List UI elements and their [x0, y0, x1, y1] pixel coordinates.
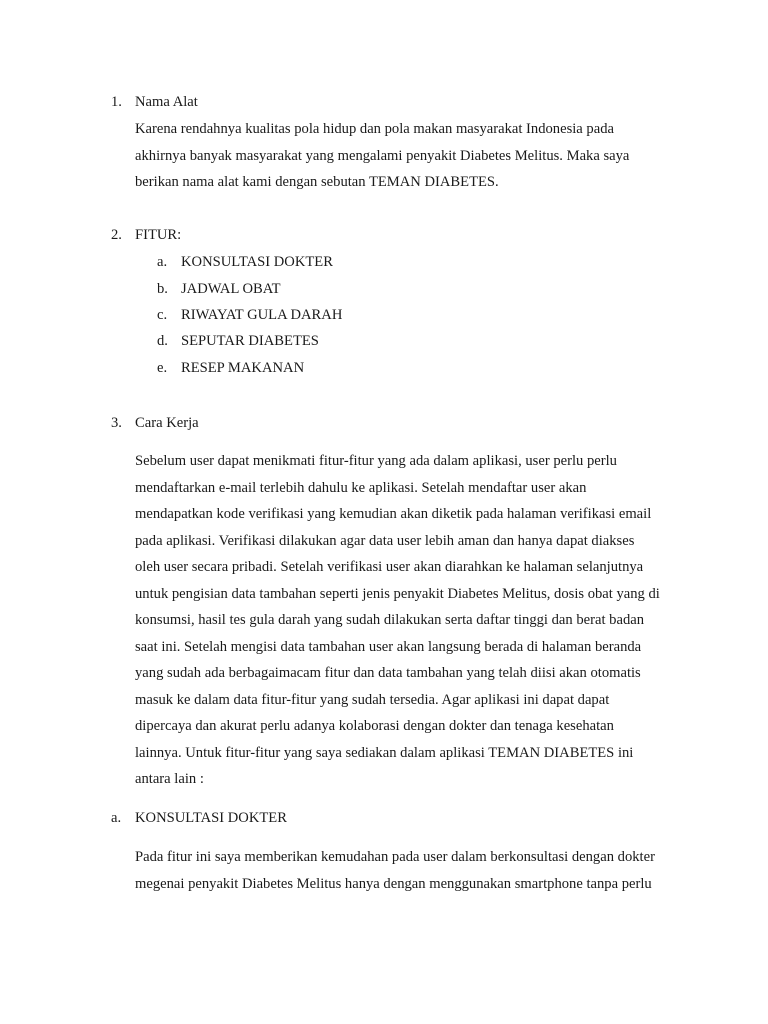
- paragraph-line: untuk pengisian data tambahan seperti jenis penyakit Diabetes Melitus, dosis obat yang di: [135, 585, 660, 602]
- section-2-title: FITUR:: [135, 227, 182, 243]
- feature-item-seputar: SEPUTAR DIABETES: [181, 333, 319, 349]
- feature-marker: c.: [157, 307, 168, 323]
- paragraph-line: Sebelum user dapat menikmati fitur-fitur yang ada dalam aplikasi, user perlu perlu: [135, 453, 617, 469]
- section-2-number: 2.: [111, 227, 122, 243]
- paragraph-line: oleh user secara pribadi. Setelah verifikasi user akan diarahkan ke halaman selanjutnya: [135, 559, 644, 575]
- paragraph-line: dipercaya dan akurat perlu adanya kolaborasi dengan dokter dan tenaga kesehatan: [135, 718, 614, 734]
- subsection-a-title: KONSULTASI DOKTER: [135, 810, 287, 826]
- feature-marker: e.: [157, 360, 168, 376]
- paragraph-line: antara lain :: [135, 771, 204, 787]
- paragraph-line: pada aplikasi. Verifikasi dilakukan agar data user lebih aman dan hanya dapat diakses: [135, 532, 635, 549]
- section-1-paragraph: [135, 120, 695, 200]
- paragraph-line: Pada fitur ini saya memberikan kemudahan pada user dalam berkonsultasi dengan dokter: [135, 849, 655, 865]
- paragraph-line: mendaftarkan e-mail terlebih dahulu ke aplikasi. Setelah mendaftar user akan: [135, 479, 587, 496]
- feature-item-konsultasi: KONSULTASI DOKTER: [181, 254, 333, 270]
- section-3-title: Cara Kerja: [135, 415, 199, 431]
- paragraph-line: akhirnya banyak masyarakat yang mengalami penyakit Diabetes Melitus. Maka saya: [135, 147, 630, 164]
- section-3-paragraph: [135, 452, 695, 797]
- section-1-number: 1.: [111, 94, 122, 110]
- paragraph-line: masuk ke dalam data fitur-fitur yang sudah tersedia. Agar aplikasi ini dapat dapat: [135, 691, 610, 708]
- paragraph-line: yang sudah ada berbagaimacam fitur dan data tambahan yang telah diisi akan otomatis: [135, 665, 641, 681]
- paragraph-line: konsumsi, hasil tes gula darah yang sudah dilakukan serta daftar tinggi dan berat badan: [135, 612, 645, 628]
- feature-item-riwayat: RIWAYAT GULA DARAH: [181, 307, 343, 323]
- paragraph-line: saat ini. Setelah mengisi data tambahan user akan langsung berada di halaman beranda: [135, 638, 642, 655]
- feature-marker: a.: [157, 254, 168, 270]
- paragraph-line: megenai penyakit Diabetes Melitus hanya dengan menggunakan smartphone tanpa perlu: [135, 875, 652, 892]
- subsection-a-marker: a.: [111, 810, 122, 826]
- paragraph-line: Karena rendahnya kualitas pola hidup dan pola makan masyarakat Indonesia pada: [135, 121, 614, 137]
- section-3-number: 3.: [111, 415, 122, 431]
- feature-item-resep: RESEP MAKANAN: [181, 360, 305, 376]
- paragraph-line: lainnya. Untuk fitur-fitur yang saya sediakan dalam aplikasi TEMAN DIABETES ini: [135, 744, 634, 761]
- paragraph-line: mendapatkan kode verifikasi yang kemudian akan diketik pada halaman verifikasi email: [135, 506, 652, 522]
- subsection-a-paragraph: [135, 848, 695, 901]
- feature-item-jadwal: JADWAL OBAT: [181, 281, 281, 297]
- feature-marker: b.: [157, 281, 168, 297]
- paragraph-line: berikan nama alat kami dengan sebutan TEMAN DIABETES.: [135, 174, 499, 191]
- section-1-title: Nama Alat: [135, 94, 198, 110]
- feature-marker: d.: [157, 333, 168, 349]
